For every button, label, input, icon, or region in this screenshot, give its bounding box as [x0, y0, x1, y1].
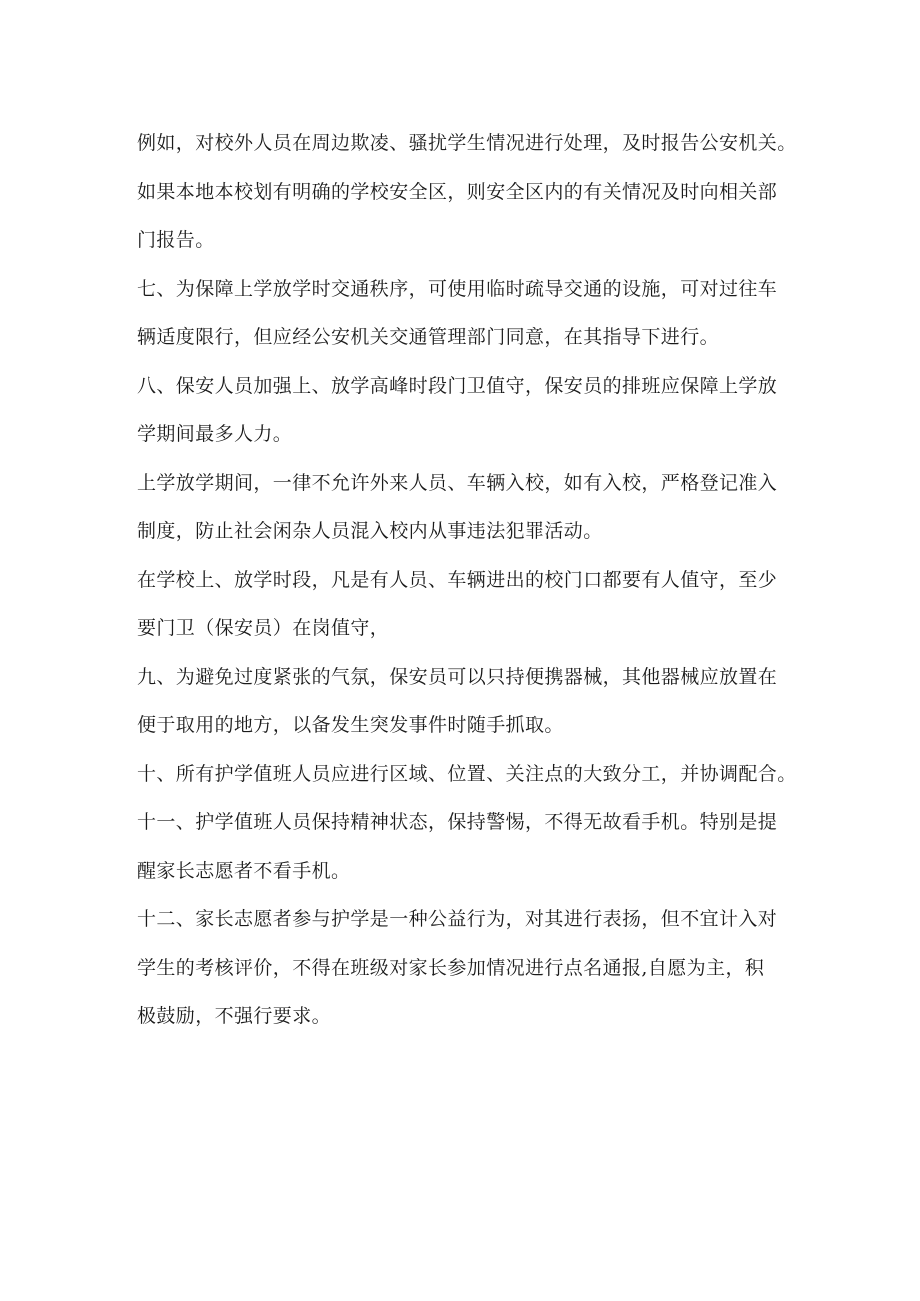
text-line: 醒家长志愿者不看手机。 — [137, 859, 351, 882]
text-line: 辆适度限行，但应经公安机关交通管理部门同意，在其指导下进行。 — [137, 326, 720, 348]
text-line: 要门卫（保安员）在岗值守， — [137, 617, 390, 639]
text-line: 如果本地本校划有明确的学校安全区，则安全区内的有关情况及时向相关部 — [137, 180, 778, 203]
text-line: 在学校上、放学时段，凡是有人员、车辆进出的校门口都要有人值守，至少 — [137, 568, 778, 591]
text-line: 十一、护学值班人员保持精神状态，保持警惕，不得无故看手机。特别是提 — [137, 811, 778, 833]
text-line: 便于取用的地方，以备发生突发事件时随手抓取。 — [137, 714, 564, 736]
text-line: 门报告。 — [137, 229, 215, 251]
text-line: 八、保安人员加强上、放学高峰时段门卫值守，保安员的排班应保障上学放 — [137, 374, 778, 397]
text-line: 学生的考核评价，不得在班级对家长参加情况进行点名通报,自愿为主，积 — [137, 956, 765, 979]
text-line: 例如，对校外人员在周边欺凌、骚扰学生情况进行处理，及时报告公安机关。 — [137, 132, 797, 154]
text-line: 十二、家长志愿者参与护学是一种公益行为，对其进行表扬，但不宜计入对 — [137, 908, 778, 930]
document-body — [137, 119, 817, 1041]
text-line: 七、为保障上学放学时交通秩序，可使用临时疏导交通的设施，可对过往车 — [137, 277, 778, 300]
text-line: 学期间最多人力。 — [137, 423, 293, 445]
text-line: 十、所有护学值班人员应进行区域、位置、关注点的大致分工，并协调配合。 — [137, 762, 797, 785]
text-line: 极鼓励，不强行要求。 — [137, 1005, 332, 1027]
text-line: 上学放学期间，一律不允许外来人员、车辆入校，如有入校，严格登记准入 — [137, 471, 778, 494]
text-line: 九、为避免过度紧张的气氛，保安员可以只持便携器械，其他器械应放置在 — [137, 665, 778, 688]
text-line: 制度，防止社会闲杂人员混入校内从事违法犯罪活动。 — [137, 520, 603, 542]
